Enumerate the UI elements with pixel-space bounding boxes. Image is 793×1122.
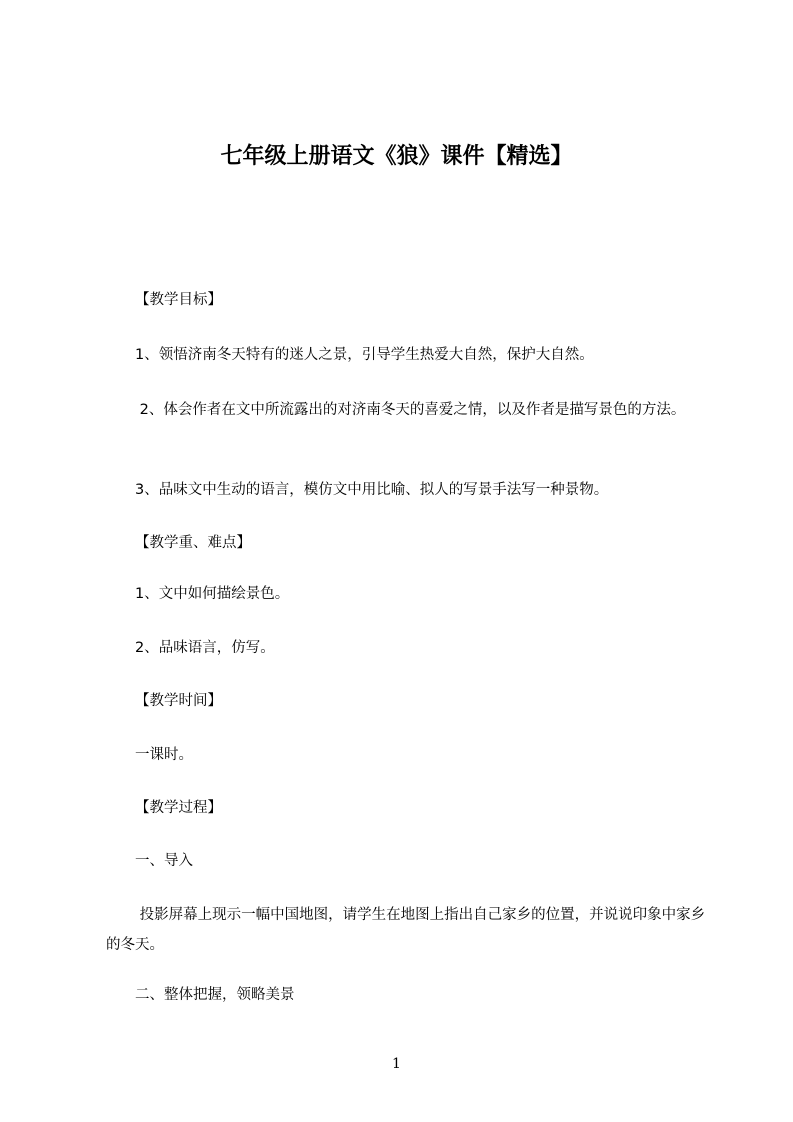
teaching-time-value: 一课时。 [135, 747, 193, 763]
heading-teaching-goals: 【教学目标】 [135, 292, 222, 308]
goal-item-2: 2、体会作者在文中所流露出的对济南冬天的喜爱之情，以及作者是描写景色的方法。 [135, 402, 686, 418]
document-title: 七年级上册语文《狼》课件【精选】 [220, 144, 573, 169]
page-number: 1 [392, 1056, 401, 1072]
goal-item-3: 3、品味文中生动的语言，模仿文中用比喻、拟人的写景手法写一种景物。 [135, 482, 609, 498]
heading-teaching-process: 【教学过程】 [135, 800, 222, 816]
process-step-intro: 一、导入 [135, 853, 193, 869]
key-point-2: 2、品味语言，仿写。 [135, 640, 275, 656]
key-point-1: 1、文中如何描绘景色。 [135, 586, 290, 602]
process-intro-text: 投影屏幕上现示一幅中国地图，请学生在地图上指出自己家乡的位置，并说说印象中家乡的冬天。 [106, 907, 706, 953]
process-step-overview: 二、整体把握，领略美景 [135, 987, 295, 1003]
heading-teaching-time: 【教学时间】 [135, 693, 222, 709]
goal-item-1: 1、领悟济南冬天特有的迷人之景，引导学生热爱大自然，保护大自然。 [135, 347, 594, 363]
heading-key-points: 【教学重、难点】 [135, 535, 251, 551]
